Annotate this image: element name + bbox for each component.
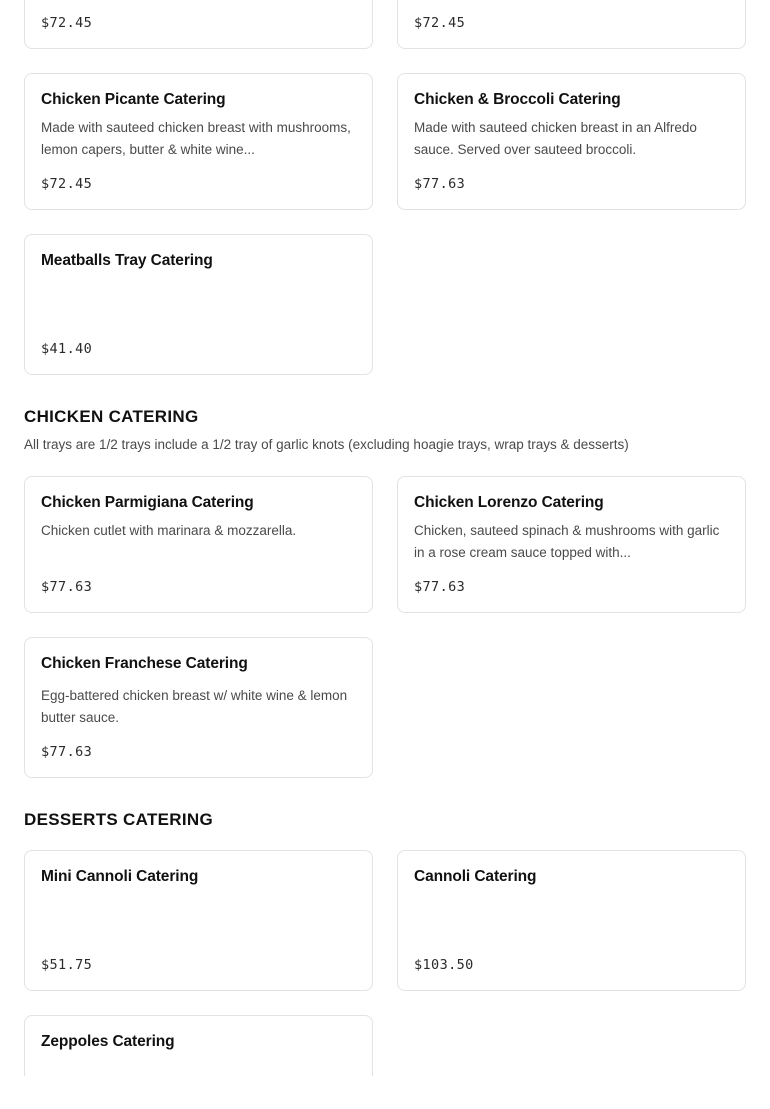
section-title: CHICKEN CATERING bbox=[24, 407, 199, 427]
card-spacer bbox=[41, 894, 356, 942]
menu-item-card-mini-cannoli-catering[interactable] bbox=[24, 850, 373, 991]
section-desserts-catering-grid bbox=[24, 850, 746, 1076]
card-price-row bbox=[414, 175, 729, 193]
item-price: $77.63 bbox=[414, 578, 466, 595]
menu-item-card[interactable] bbox=[24, 0, 373, 49]
menu-item-card-chicken-lorenzo-catering[interactable] bbox=[397, 476, 746, 613]
menu-item-card-chicken-and-broccoli-catering[interactable] bbox=[397, 73, 746, 210]
item-name: Chicken Picante Catering bbox=[41, 91, 226, 108]
item-name: Chicken & Broccoli Catering bbox=[414, 91, 621, 108]
section-chicken-catering-grid bbox=[24, 476, 746, 778]
menu-item-card-meatballs-tray-catering[interactable] bbox=[24, 234, 373, 375]
card-price-row bbox=[414, 14, 729, 32]
menu-item-card-chicken-franchese-catering[interactable] bbox=[24, 637, 373, 778]
card-price-row bbox=[41, 14, 356, 32]
item-description: Chicken, sauteed spinach & mushrooms with garlic in a rose cream sauce topped with... bbox=[414, 523, 720, 560]
card-price-row bbox=[414, 956, 729, 974]
item-name: Chicken Parmigiana Catering bbox=[41, 493, 254, 511]
menu-item-card-cannoli-catering[interactable] bbox=[397, 850, 746, 991]
item-price: $72.45 bbox=[41, 15, 93, 31]
item-price: $72.45 bbox=[414, 15, 466, 31]
card-price-row bbox=[41, 578, 356, 596]
item-price: $51.75 bbox=[41, 957, 93, 974]
card-price-row bbox=[41, 743, 356, 761]
item-name: Meatballs Tray Catering bbox=[41, 252, 213, 270]
card-price-row bbox=[41, 340, 356, 358]
item-price: $41.40 bbox=[41, 341, 93, 358]
item-name: Cannoli Catering bbox=[414, 868, 537, 886]
item-price: $103.50 bbox=[414, 957, 474, 974]
card-spacer bbox=[41, 278, 356, 326]
card-spacer bbox=[414, 894, 729, 942]
section-chicken-entrees-grid bbox=[24, 73, 746, 375]
item-description: Egg-battered chicken breast w/ white wine & lemon butter sauce. bbox=[41, 688, 348, 726]
section-title: DESSERTS CATERING bbox=[24, 810, 213, 830]
item-name: Chicken Lorenzo Catering bbox=[414, 493, 604, 511]
card-price-row bbox=[41, 956, 356, 974]
item-price: $77.63 bbox=[41, 578, 93, 595]
item-description: Chicken cutlet with marinara & mozzarella. bbox=[41, 523, 297, 539]
menu-item-card[interactable] bbox=[397, 0, 746, 49]
menu-item-card-zeppoles-catering[interactable] bbox=[24, 1015, 373, 1075]
item-name: Chicken Franchese Catering bbox=[41, 654, 248, 672]
section-header-desserts-catering bbox=[24, 810, 746, 830]
section-subtitle: All trays are 1/2 trays include a 1/2 tray of garlic knots (excluding hoagie trays, wrap trays & desserts) bbox=[24, 437, 629, 453]
item-price: $72.45 bbox=[41, 176, 93, 193]
partial-top-row bbox=[24, 0, 746, 49]
menu-item-card-chicken-parmigiana-catering[interactable] bbox=[24, 476, 373, 613]
item-name: Zeppoles Catering bbox=[41, 1033, 175, 1051]
item-price: $77.63 bbox=[414, 176, 466, 193]
card-price-row bbox=[41, 175, 356, 193]
card-price-row bbox=[414, 578, 729, 596]
item-description: Made with sauteed chicken breast in an Alfredo sauce. Served over sauteed broccoli. bbox=[414, 120, 697, 158]
item-name: Mini Cannoli Catering bbox=[41, 868, 199, 886]
item-price: $77.63 bbox=[41, 744, 93, 761]
section-header-chicken-catering bbox=[24, 407, 746, 455]
menu-item-card-chicken-picante-catering[interactable] bbox=[24, 73, 373, 210]
item-description: Made with sauteed chicken breast with mushrooms, lemon capers, butter & white wine... bbox=[41, 120, 351, 158]
